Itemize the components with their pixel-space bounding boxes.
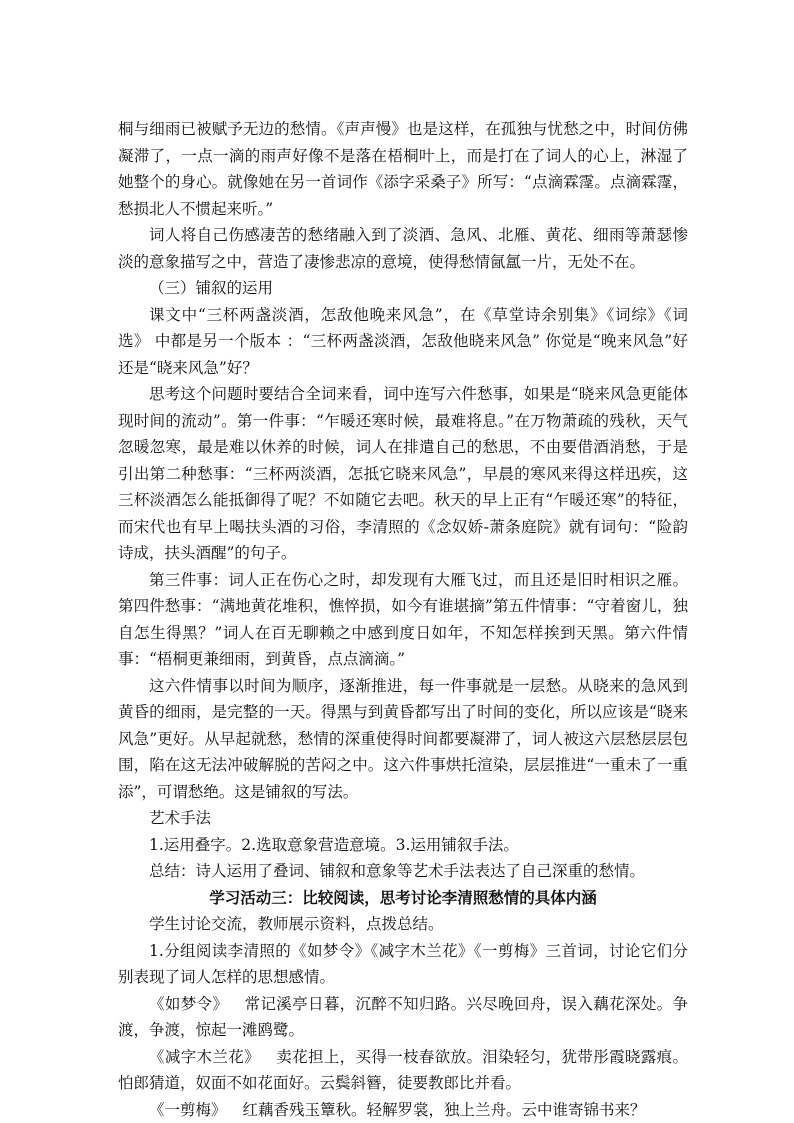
paragraph-discussion: 学生讨论交流，教师展示资料，点拨总结。 [149, 915, 444, 933]
poem-yijianmei [118, 1097, 688, 1123]
poem-jianzi-mulanhua [118, 1044, 688, 1097]
paragraph-1: 桐与细雨已被赋予无边的愁情。《声声慢》也是这样，在孤独与忧愁之中，时间仿佛凝滞了，一点一滴的雨声好像不是落在梧桐叶上，而是打在了词人的心上，淋湿了她整个的身心。就像她在另一首词作《添字采桑子》所写：“点滴霖霪。点滴霖霪，愁损北人不惯起来听。” [118, 120, 688, 218]
poem-text: 卖花担上，买得一枝春欲放。泪染轻匀，犹带彤霞晓露痕。 怕郎猜道，奴面不如花面好。云鬓斜簪，徒要教郎比并看。 [118, 1047, 688, 1092]
activity-heading: 学习活动三：比较阅读，思考讨论李清照愁情的具体内涵 [209, 887, 597, 907]
paragraph-7: 这六件情事以时间为顺序，逐渐推进，每一件事就是一层愁。从晓来的急风到黄昏的细雨，是完整的一天。得黑与到黄昏都写出了时间的变化，所以应该是“晓来风急”更好。从早起就愁，愁情的深重使得时间都要凝滞了，词人被这六层愁层层包围，陷在这无法冲破解脱的苦闷之中。这六件事烘托渲染，层层推进“一重未了一重添”，可谓愁绝。这是铺叙的写法。 [118, 676, 688, 801]
paragraph-5: 思考这个问题时要结合全词来看，词中连写六件愁事，如果是“晓来风急更能体现时间的流动”。第一件事：“乍暖还寒时候，最难将息。”在万物萧疏的残秋，天气忽暖忽寒，最是难以休养的时候，词人在排遣自己的愁思，不由要借酒消愁，于是引出第二种愁事：“三杯两淡酒，怎抵它晓来风急”，早晨的寒风来得这样迅疾，这三杯淡酒怎么能抵御得了呢？不如随它去吧。秋天的早上正有“乍暖还寒”的特征，而宋代也有早上喝扶头酒的习俗，李清照的《念奴娇-萧条庭院》就有词句：“险韵诗成，扶头酒醒”的句子。 [118, 385, 688, 562]
poem-rumengling [118, 991, 688, 1044]
paragraph-4: 课文中“三杯两盏淡酒，怎敌他晚来风急”，在《草堂诗余别集》《词综》《词选》 中都是另一个版本 ：“三杯两盏淡酒，怎敌他晓来风急” 你觉是“晚来风急”好还是“晓来风急”好？ [118, 305, 688, 377]
summary: 总结：诗人运用了叠词、铺叙和意象等艺术手法表达了自己深重的愁情。 [149, 862, 646, 880]
section-heading-3: （三）铺叙的运用 [149, 279, 274, 297]
poem-text: 常记溪亭日暮，沉醉不知归路。兴尽晚回舟，误入藕花深处。争渡，争渡，惊起一滩鸥鹭。 [118, 994, 688, 1039]
poem-title: 《一剪梅》 [149, 1100, 227, 1119]
poem-text: 红藕香残玉簟秋。轻解罗裳，独上兰舟。云中谁寄锦书来？ [242, 1100, 646, 1119]
paragraph-6: 第三件事：词人正在伤心之时，却发现有大雁飞过，而且还是旧时相识之雁。第四件愁事：“满地黄花堆积，憔悴损，如今有谁堪摘”第五件情事：“守着窗儿，独自怎生得黑？”词人在百无聊赖之中感到度日如年，不知怎样挨到天黑。第六件情事：“梧桐更兼细雨，到黄昏，点点滴滴。” [118, 570, 688, 668]
paragraph-2: 词人将自己伤感凄苦的愁绪融入到了淡酒、急风、北雁、黄花、细雨等萧瑟惨淡的意象描写之中，营造了凄惨悲凉的意境，使得愁情氤氲一片，无处不在。 [118, 226, 688, 271]
document-page [118, 116, 688, 1123]
heading-art-techniques: 艺术手法 [149, 809, 212, 827]
techniques-list: 1.运用叠字。2.选取意象营造意境。3.运用铺叙手法。 [149, 835, 519, 854]
paragraph-task: 1.分组阅读李清照的《如梦令》《减字木兰花》《一剪梅》三首词，讨论它们分别表现了词人怎样的思想感情。 [118, 941, 688, 986]
poem-title: 《如梦令》 [149, 994, 229, 1013]
poem-title: 《减字木兰花》 [149, 1047, 260, 1066]
